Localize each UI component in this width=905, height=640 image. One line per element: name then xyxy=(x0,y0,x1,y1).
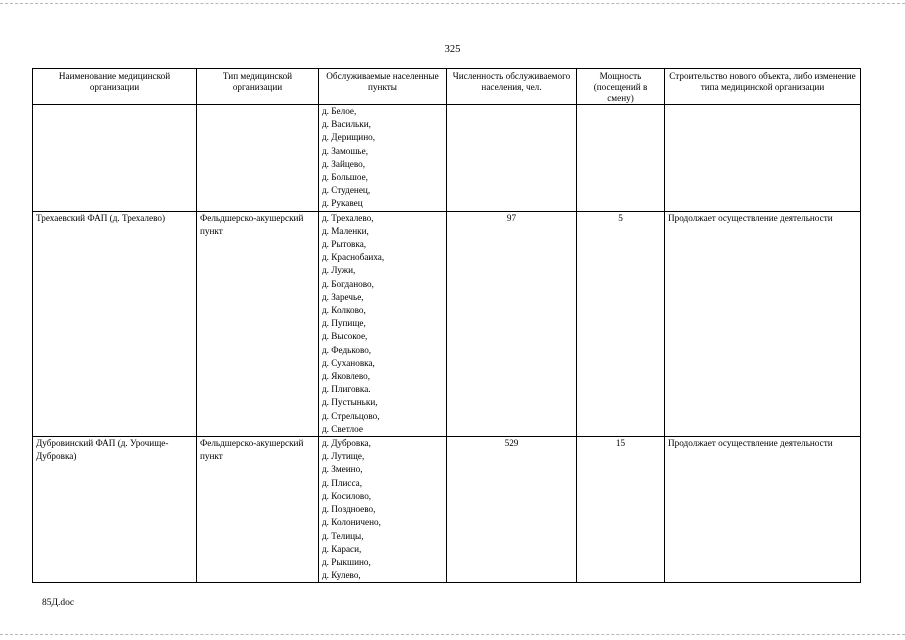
table-row xyxy=(33,437,861,583)
settlement-item: д. Пустыньки, xyxy=(322,397,378,408)
capacity-cell: 15 xyxy=(577,437,665,583)
settlement-item: д. Большое, xyxy=(322,172,368,183)
settlement-item: д. Колониченo, xyxy=(322,517,381,528)
header-settlements: Обслуживаемые населенные пункты xyxy=(319,69,447,105)
settlement-item: д. Позднoево, xyxy=(322,504,376,515)
settlement-item: д. Студенец, xyxy=(322,185,371,196)
settlement-item: д. Дерищино, xyxy=(322,132,376,143)
org-type-cell: Фельдшерско-акушерский пункт xyxy=(197,437,319,583)
settlement-item: д. Рыкшино, xyxy=(322,556,371,567)
org-type-cell xyxy=(197,105,319,212)
header-org-type: Тип медицинской организации xyxy=(197,69,319,105)
settlement-list xyxy=(322,437,443,582)
settlement-item: д. Рукавец xyxy=(322,198,363,209)
header-capacity: Мощность (посещений в смену) xyxy=(577,69,665,105)
header-org-name: Наименование медицинской организации xyxy=(33,69,197,105)
settlements-cell xyxy=(319,105,447,212)
scan-edge-bottom xyxy=(0,634,905,635)
header-population: Численность обслуживаемого населения, чел. xyxy=(447,69,577,105)
settlement-item: д. Кулево, xyxy=(322,570,361,581)
construction-cell: Продолжает осуществление деятельности xyxy=(665,211,861,436)
settlement-item: д. Дубровка, xyxy=(322,438,371,449)
header-construction: Строительство нового объекта, либо изменение типа медицинской организации xyxy=(665,69,861,105)
settlements-cell xyxy=(319,211,447,436)
settlement-item: д. Яковлево, xyxy=(322,371,371,382)
settlement-item: д. Караси, xyxy=(322,543,362,554)
settlement-item: д. Богданово, xyxy=(322,278,374,289)
settlement-item: д. Васильки, xyxy=(322,119,371,130)
org-name-cell xyxy=(33,105,197,212)
capacity-cell: 5 xyxy=(577,211,665,436)
settlement-item: д. Замошье, xyxy=(322,145,368,156)
population-cell xyxy=(447,105,577,212)
settlement-item: д. Заречье, xyxy=(322,291,364,302)
settlement-item: д. Высокое, xyxy=(322,331,368,342)
settlement-item: д. Зайцево, xyxy=(322,158,366,169)
settlement-item: д. Трехалево, xyxy=(322,212,374,223)
scan-edge-top xyxy=(0,3,905,4)
settlement-item: д. Змеино, xyxy=(322,464,363,475)
settlement-item: д. Плисса, xyxy=(322,477,363,488)
settlement-item: д. Светлое xyxy=(322,423,363,434)
settlement-list xyxy=(322,105,443,211)
settlement-item: д. Федьково, xyxy=(322,344,372,355)
construction-cell xyxy=(665,105,861,212)
population-cell: 529 xyxy=(447,437,577,583)
settlement-item: д. Колково, xyxy=(322,305,366,316)
settlement-item: д. Лужи, xyxy=(322,265,356,276)
settlement-list xyxy=(322,212,443,436)
header-row xyxy=(33,69,861,105)
settlement-item: д. Лутище, xyxy=(322,451,365,462)
settlement-item: д. Косилово, xyxy=(322,490,372,501)
table-row xyxy=(33,211,861,436)
page-number: 325 xyxy=(444,44,461,55)
org-name-cell: Дубровинский ФАП (д. Урочище-Дубровка) xyxy=(33,437,197,583)
settlements-cell xyxy=(319,437,447,583)
settlement-item: д. Пупище, xyxy=(322,318,366,329)
org-type-cell: Фельдшерско-акушерский пункт xyxy=(197,211,319,436)
settlement-item: д. Рытовка, xyxy=(322,239,367,250)
settlement-item: д. Стрельцово, xyxy=(322,410,380,421)
footer-filename: 85Д.doc xyxy=(42,598,75,608)
population-cell: 97 xyxy=(447,211,577,436)
settlement-item: д. Телицы, xyxy=(322,530,364,541)
facilities-table xyxy=(32,68,861,583)
capacity-cell xyxy=(577,105,665,212)
settlement-item: д. Плиговка. xyxy=(322,384,371,395)
construction-cell: Продолжает осуществление деятельности xyxy=(665,437,861,583)
settlement-item: д. Краснобаиха, xyxy=(322,252,385,263)
settlement-item: д. Сухановка, xyxy=(322,357,375,368)
table-row xyxy=(33,105,861,212)
org-name-cell: Трехаевский ФАП (д. Трехалево) xyxy=(33,211,197,436)
settlement-item: д. Маленки, xyxy=(322,225,369,236)
settlement-item: д. Белое, xyxy=(322,106,357,116)
